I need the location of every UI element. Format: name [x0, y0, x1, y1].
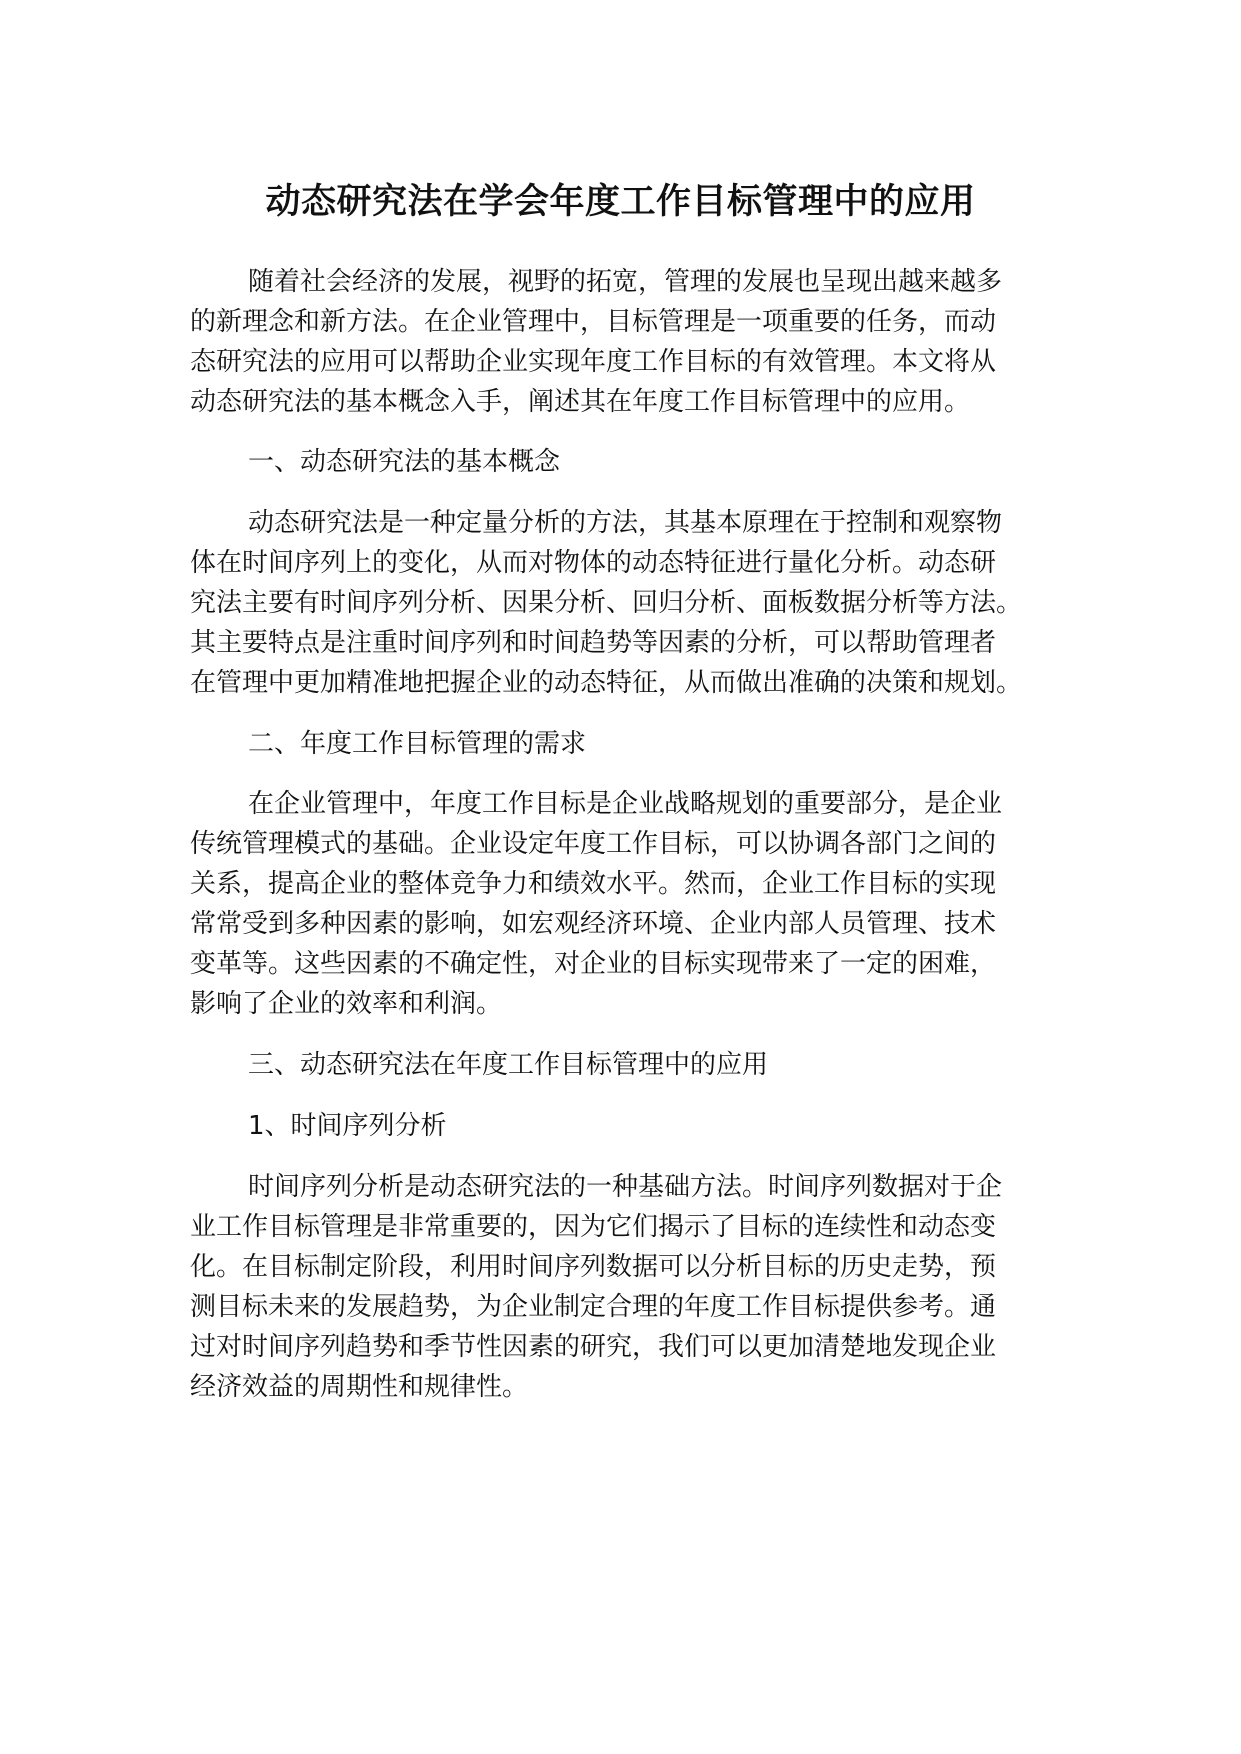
body-line: 经济效益的周期性和规律性。 — [190, 1372, 529, 1402]
body-line: 业工作目标管理是非常重要的，因为它们揭示了目标的连续性和动态变 — [190, 1212, 997, 1242]
intro-line: 动态研究法的基本概念入手，阐述其在年度工作目标管理中的应用。 — [190, 387, 971, 417]
body-line: 变革等。这些因素的不确定性，对企业的目标实现带来了一定的困难， — [190, 949, 997, 979]
body-line: 在企业管理中，年度工作目标是企业战略规划的重要部分，是企业 — [248, 789, 1003, 819]
document-title: 动态研究法在学会年度工作目标管理中的应用 — [265, 182, 976, 222]
section-heading-3: 三、动态研究法在年度工作目标管理中的应用 — [248, 1050, 769, 1080]
body-line: 传统管理模式的基础。企业设定年度工作目标，可以协调各部门之间的 — [190, 829, 997, 859]
body-line: 化。在目标制定阶段，利用时间序列数据可以分析目标的历史走势，预 — [190, 1252, 997, 1282]
section-heading-1: 一、动态研究法的基本概念 — [248, 447, 561, 477]
body-line: 动态研究法是一种定量分析的方法，其基本原理在于控制和观察物 — [248, 508, 1003, 538]
body-line: 影响了企业的效率和利润。 — [190, 989, 503, 1019]
body-line: 体在时间序列上的变化，从而对物体的动态特征进行量化分析。动态研 — [190, 548, 997, 578]
body-line: 关系，提高企业的整体竞争力和绩效水平。然而，企业工作目标的实现 — [190, 869, 997, 899]
body-line: 究法主要有时间序列分析、因果分析、回归分析、面板数据分析等方法。 — [190, 588, 1023, 618]
intro-line: 的新理念和新方法。在企业管理中，目标管理是一项重要的任务，而动 — [190, 307, 997, 337]
body-line: 过对时间序列趋势和季节性因素的研究，我们可以更加清楚地发现企业 — [190, 1332, 997, 1362]
intro-line: 随着社会经济的发展，视野的拓宽，管理的发展也呈现出越来越多 — [248, 267, 1003, 297]
body-line: 其主要特点是注重时间序列和时间趋势等因素的分析，可以帮助管理者 — [190, 628, 997, 658]
body-line: 测目标未来的发展趋势，为企业制定合理的年度工作目标提供参考。通 — [190, 1292, 997, 1322]
section-heading-2: 二、年度工作目标管理的需求 — [248, 729, 587, 759]
intro-line: 态研究法的应用可以帮助企业实现年度工作目标的有效管理。本文将从 — [190, 347, 997, 377]
body-line: 时间序列分析是动态研究法的一种基础方法。时间序列数据对于企 — [248, 1172, 1003, 1202]
subsection-heading: 1、时间序列分析 — [248, 1111, 447, 1141]
body-line: 常常受到多种因素的影响，如宏观经济环境、企业内部人员管理、技术 — [190, 909, 997, 939]
body-line: 在管理中更加精准地把握企业的动态特征，从而做出准确的决策和规划。 — [190, 668, 1023, 698]
